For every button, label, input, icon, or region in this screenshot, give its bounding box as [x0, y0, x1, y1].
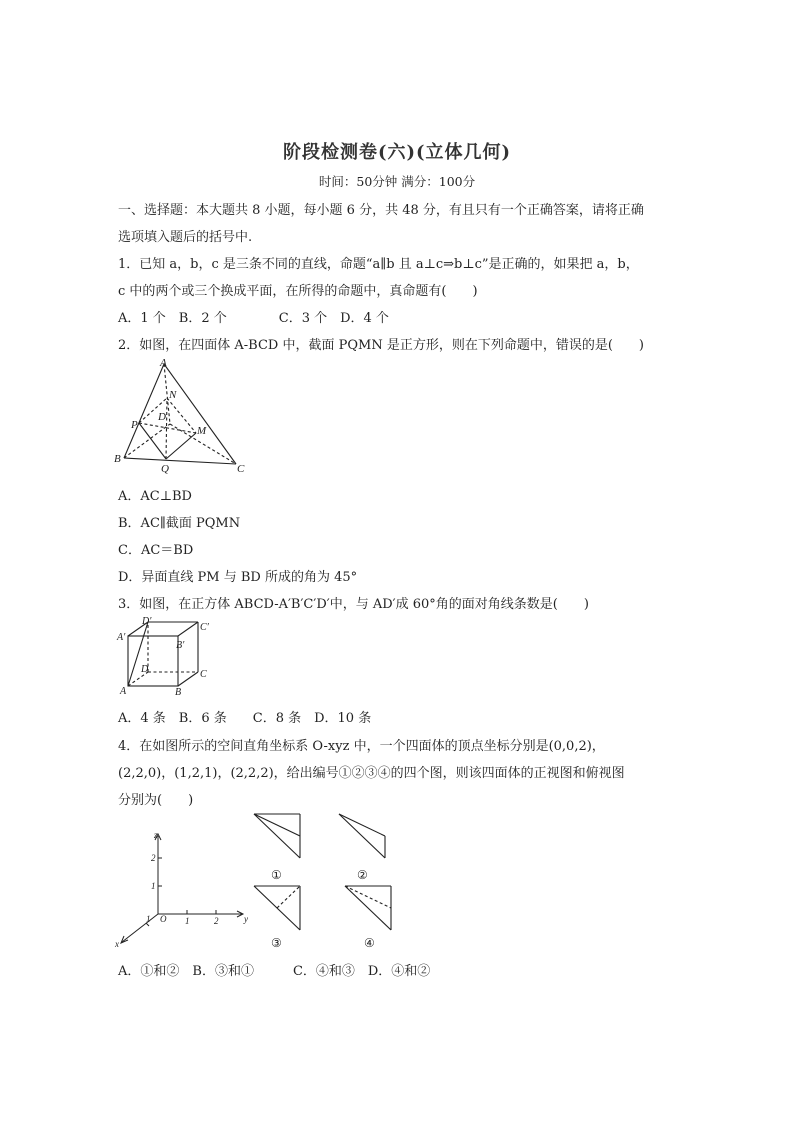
q4-stem-line1: 4．在如图所示的空间直角坐标系 O-xyz 中，一个四面体的顶点坐标分别是(0,0,2)， [118, 739, 605, 754]
label-c: C [237, 463, 245, 475]
view-figure-3 [252, 884, 302, 932]
z-tick-1: 1 [151, 881, 156, 891]
section-heading-line1: 一、选择题：本大题共 8 小题，每小题 6 分，共 48 分，有且只有一个正确答案，请将正确 [118, 203, 644, 218]
q3-stem: 3．如图，在正方体 ABCD-A′B′C′D′中，与 AD′成 60°角的面对角线条数是( ) [118, 597, 589, 612]
section-heading-line2: 选项填入题后的括号中. [118, 230, 253, 245]
cube-label-d1: D′ [142, 616, 152, 627]
q2-option-b: B．AC∥截面 PQMN [118, 516, 241, 531]
q4-options: A．①和② B．③和① C．④和③ D．④和② [118, 964, 431, 979]
q3-options: A．4 条 B．6 条 C．8 条 D．10 条 [118, 711, 372, 726]
page-title: 阶段检测卷(六)(立体几何) [282, 142, 512, 163]
z-tick-2: 2 [151, 853, 156, 863]
q2-option-a: A．AC⊥BD [118, 489, 192, 504]
cube-label-c: C [200, 669, 207, 680]
y-tick-2: 2 [214, 916, 219, 926]
axis-y-label: y [244, 914, 248, 924]
view-figure-1 [252, 812, 302, 860]
label-q: Q [161, 463, 169, 475]
origin-label: O [160, 914, 167, 924]
view-label-2: ② [357, 868, 368, 882]
q2-option-c: C．AC＝BD [118, 543, 194, 558]
coordinate-axes-figure [112, 826, 252, 950]
label-b: B [114, 453, 121, 465]
view-figure-4 [343, 884, 393, 932]
label-a: A [160, 358, 167, 369]
q4-stem-line2: (2,2,0)，(1,2,1)，(2,2,2)，给出编号①②③④的四个图，则该四面体的正视图和俯视图 [118, 766, 625, 781]
label-p: P [131, 419, 138, 431]
y-tick-1: 1 [185, 916, 190, 926]
cube-label-a1: A′ [117, 632, 126, 643]
cube-label-c1: C′ [200, 622, 209, 633]
x-tick-1: 1 [146, 914, 151, 924]
view-label-1: ① [271, 868, 282, 882]
view-figure-2 [337, 812, 387, 860]
q1-stem-line2: c 中的两个或三个换成平面，在所得的命题中，真命题有( ) [118, 284, 478, 299]
cube-label-b1: B′ [176, 640, 185, 651]
tetrahedron-figure [112, 358, 252, 476]
cube-label-a: A [120, 686, 127, 697]
view-label-4: ④ [364, 936, 375, 950]
label-n: N [169, 389, 177, 401]
label-m: M [197, 425, 207, 437]
time-info: 时间：50分钟 满分：100分 [318, 174, 476, 189]
q2-option-d: D．异面直线 PM 与 BD 所成的角为 45° [118, 570, 358, 585]
q1-options: A．1 个 B．2 个 C．3 个 D．4 个 [118, 311, 389, 326]
cube-label-b: B [175, 687, 182, 698]
label-d: D [158, 411, 166, 423]
cube-figure [114, 614, 214, 698]
cube-label-d: D [141, 664, 149, 675]
q1-stem-line1: 1．已知 a，b，c 是三条不同的直线，命题“a∥b 且 a⊥c⇒b⊥c”是正确的，如果把 a，b， [118, 257, 639, 272]
q4-stem-line3: 分别为( ) [118, 793, 194, 808]
axis-z-label: z [154, 830, 158, 840]
axis-x-label: x [115, 939, 119, 949]
q2-stem: 2．如图，在四面体 A-BCD 中，截面 PQMN 是正方形，则在下列命题中，错误的是( ) [118, 338, 644, 353]
view-label-3: ③ [271, 936, 282, 950]
